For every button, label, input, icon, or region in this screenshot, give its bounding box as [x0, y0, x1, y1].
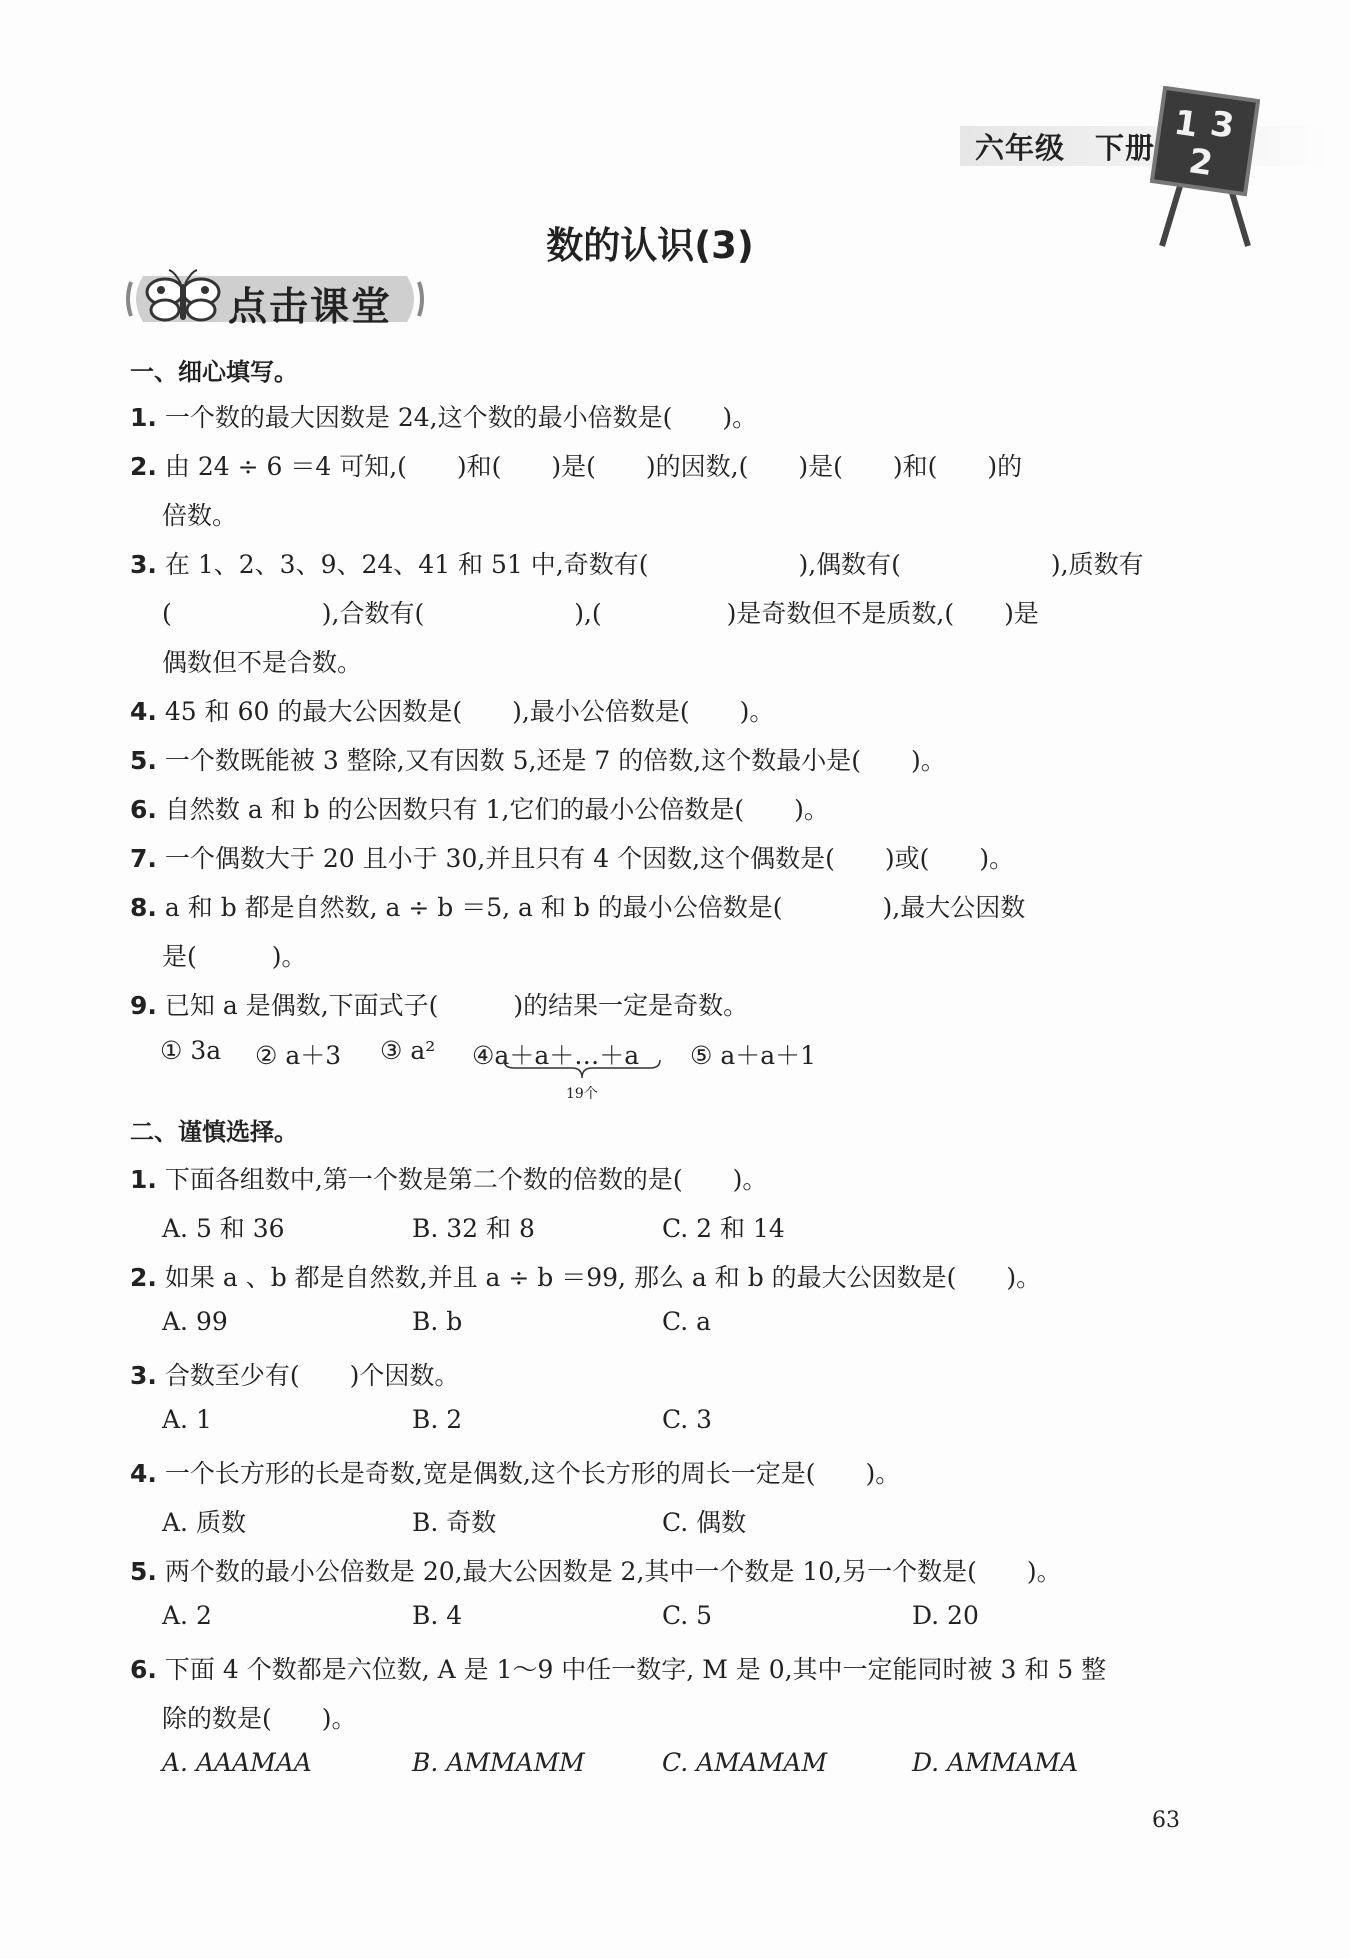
q2-6-cont: 除的数是( )。 — [162, 1704, 357, 1733]
q2-4-option-b: B. 奇数 — [412, 1508, 497, 1537]
q2-3: 3. 合数至少有( )个因数。 — [130, 1361, 460, 1390]
q1-6: 6. 自然数 a 和 b 的公因数只有 1,它们的最小公倍数是( )。 — [130, 795, 829, 824]
q2-6-option-d: D. AMMAMA — [912, 1748, 1079, 1777]
q1-8: 8. a 和 b 都是自然数, a ÷ b ＝5, a 和 b 的最小公倍数是( ),最大公因数 — [130, 893, 1026, 922]
q1-8-cont: 是( )。 — [162, 942, 307, 971]
q1-9: 9. 已知 a 是偶数,下面式子( )的结果一定是奇数。 — [130, 991, 749, 1020]
section1-heading: 一、细心填写。 — [130, 358, 298, 386]
board-digit-2: 2 — [1186, 141, 1216, 185]
q1-2: 2. 由 24 ÷ 6 ＝4 可知,( )和( )是( )的因数,( )是( )和( )的 — [130, 452, 1023, 481]
grade-label: 六年级 下册 — [975, 131, 1156, 165]
q2-2-option-c: C. a — [662, 1307, 712, 1336]
q1-9-option-1: ① 3a — [160, 1036, 222, 1065]
banner-title: 点击课堂 — [228, 285, 393, 330]
q2-5: 5. 两个数的最小公倍数是 20,最大公因数是 2,其中一个数是 10,另一个数是( )。 — [130, 1557, 1062, 1586]
q2-4-option-c: C. 偶数 — [662, 1508, 747, 1537]
section2-heading: 二、谨慎选择。 — [130, 1118, 298, 1146]
q2-4: 4. 一个长方形的长是奇数,宽是偶数,这个长方形的周长一定是( )。 — [130, 1459, 901, 1488]
q2-5-option-b: B. 4 — [412, 1601, 463, 1630]
page-title: 数的认识(3) — [546, 224, 754, 267]
q2-1-option-c: C. 2 和 14 — [662, 1214, 785, 1243]
board-digit-1: 1 — [1171, 102, 1201, 146]
q1-4: 4. 45 和 60 的最大公因数是( ),最小公倍数是( )。 — [130, 697, 775, 726]
q1-2-cont: 倍数。 — [162, 501, 238, 530]
underbrace — [502, 1058, 662, 1080]
q1-9-option-3: ③ a² — [380, 1036, 436, 1065]
q1-9-option-5: ⑤ a＋a＋1 — [690, 1041, 817, 1070]
q1-9-option-2: ② a＋3 — [255, 1041, 342, 1070]
q2-6-option-a: A. AAAMAA — [162, 1748, 312, 1777]
q2-1-option-a: A. 5 和 36 — [162, 1214, 285, 1243]
q1-5: 5. 一个数既能被 3 整除,又有因数 5,还是 7 的倍数,这个数最小是( )。 — [130, 746, 946, 775]
q1-7: 7. 一个偶数大于 20 且小于 30,并且只有 4 个因数,这个偶数是( )或( )。 — [130, 844, 1015, 873]
q1-9-option-4: ④a＋a＋…＋a — [472, 1041, 640, 1070]
page-number: 63 — [1152, 1808, 1180, 1833]
q2-2: 2. 如果 a 、b 都是自然数,并且 a ÷ b ＝99, 那么 a 和 b 的最大公因数是( )。 — [130, 1263, 1042, 1292]
q2-1: 1. 下面各组数中,第一个数是第二个数的倍数的是( )。 — [130, 1165, 768, 1194]
q2-6-option-c: C. AMAMAM — [662, 1748, 828, 1777]
underbrace-count: 19个 — [566, 1086, 598, 1102]
board-digit-3: 3 — [1207, 103, 1237, 147]
q2-5-option-c: C. 5 — [662, 1601, 713, 1630]
q2-3-option-c: C. 3 — [662, 1405, 713, 1434]
q2-5-option-d: D. 20 — [912, 1601, 979, 1630]
q2-2-option-a: A. 99 — [162, 1307, 228, 1336]
q1-1: 1. 一个数的最大因数是 24,这个数的最小倍数是( )。 — [130, 403, 758, 432]
q2-2-option-b: B. b — [412, 1307, 463, 1336]
q2-4-option-a: A. 质数 — [162, 1508, 246, 1537]
q2-6-option-b: B. AMMAMM — [412, 1748, 585, 1777]
q2-5-option-a: A. 2 — [162, 1601, 212, 1630]
q2-3-option-a: A. 1 — [162, 1405, 212, 1434]
q1-3-cont: ( ),合数有( ),( )是奇数但不是质数,( )是 — [162, 599, 1039, 628]
q1-3: 3. 在 1、2、3、9、24、41 和 51 中,奇数有( ),偶数有( ),质数有 — [130, 550, 1144, 579]
q2-3-option-b: B. 2 — [412, 1405, 463, 1434]
q1-3-cont2: 偶数但不是合数。 — [162, 648, 363, 677]
q2-6: 6. 下面 4 个数都是六位数, A 是 1～9 中任一数字, M 是 0,其中一定能同时被 3 和 5 整 — [130, 1655, 1107, 1684]
q2-1-option-b: B. 32 和 8 — [412, 1214, 535, 1243]
